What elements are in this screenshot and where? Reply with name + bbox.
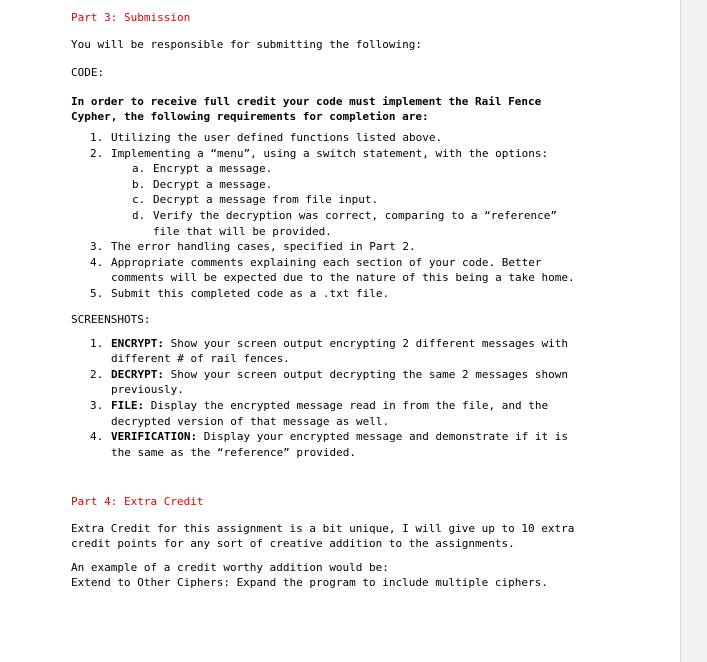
list-letter: c. [132,193,146,207]
list-text-continuation: comments will be expected due to the nature of this being a take home. [111,271,575,285]
part3-intro: You will be responsible for submitting the following: [71,38,422,51]
list-text: Display your encrypted message and demonstrate if it is [197,430,568,444]
list-letter: d. [132,208,146,222]
list-item [71,367,671,398]
part4-paragraph2-line1: An example of a credit worthy addition would be: [71,561,389,575]
list-item [71,429,671,460]
screenshot-label: VERIFICATION: [111,430,198,444]
screenshot-label: ENCRYPT: [111,336,164,350]
list-item [71,255,671,286]
list-text: Appropriate comments explaining each section of your code. Better [111,255,542,269]
list-item [71,177,671,193]
list-text-continuation: different # of rail fences. [111,352,290,366]
list-text-continuation: file that will be provided. [153,224,332,238]
part4-paragraph1-line1: Extra Credit for this assignment is a bit unique, I will give up to 10 extra [71,522,575,536]
screenshot-label: FILE: [111,398,145,412]
list-number: 1. [90,336,104,350]
list-number: 5. [90,286,104,300]
list-number: 2. [90,367,104,381]
part4-paragraph1-line2: credit points for any sort of creative addition to the assignments. [71,537,515,551]
part4-paragraph2-line2: Extend to Other Ciphers: Expand the program to include multiple ciphers. [71,576,548,590]
list-text: Implementing a “menu”, using a switch statement, with the options: [111,146,549,160]
list-text-continuation: previously. [111,383,184,397]
document-content [71,10,671,590]
screenshots-list [71,336,671,461]
list-number: 4. [90,255,104,269]
list-item [71,239,671,255]
list-item [71,161,671,177]
screenshot-label: DECRYPT: [111,367,164,381]
code-requirements-line1: In order to receive full credit your code must implement the Rail Fence [71,95,542,108]
code-label: CODE: [71,66,105,79]
list-text-continuation: decrypted version of that message as well. [111,414,390,428]
list-number: 4. [90,430,104,444]
part4-heading: Part 4: Extra Credit [71,495,204,509]
list-text: Decrypt a message from file input. [153,193,379,207]
list-text: The error handling cases, specified in Part 2. [111,240,416,254]
list-item [71,398,671,429]
list-text: Utilizing the user defined functions listed above. [111,131,443,144]
list-text: Display the encrypted message read in from the file, and the [144,398,549,412]
list-text: Verify the decryption was correct, comparing to a “reference” [153,208,557,222]
list-text-continuation: the same as the “reference” provided. [111,445,357,459]
list-number: 1. [90,131,104,144]
list-letter: a. [132,162,146,176]
list-text: Encrypt a message. [153,162,273,176]
list-item [71,146,671,240]
list-item [71,208,671,239]
list-item [71,192,671,208]
requirements-list [71,130,671,302]
part3-heading: Part 3: Submission [71,11,191,24]
list-number: 3. [90,240,104,254]
list-text: Decrypt a message. [153,177,273,191]
list-item [71,286,671,302]
list-item [71,336,671,367]
list-number: 2. [90,146,104,160]
list-letter: b. [132,177,146,191]
code-requirements-line2: Cypher, the following requirements for completion are: [71,110,429,123]
list-text: Show your screen output encrypting 2 different messages with [163,336,568,350]
list-text: Submit this completed code as a .txt file. [111,286,390,300]
list-text: Show your screen output decrypting the same 2 messages shown [163,367,568,381]
list-item [71,130,671,146]
right-sidebar [680,0,707,662]
menu-options-list [111,161,671,239]
screenshots-label: SCREENSHOTS: [71,312,151,326]
list-number: 3. [90,398,104,412]
